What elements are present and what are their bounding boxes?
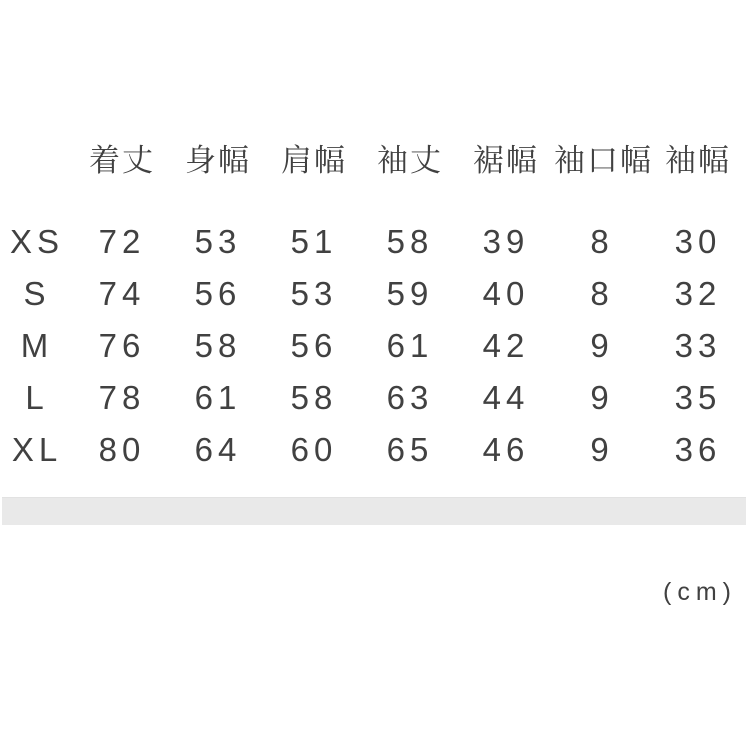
measurement-value: 58 — [290, 378, 338, 416]
table-row — [0, 215, 750, 267]
table-row — [0, 423, 750, 475]
size-label: S — [23, 274, 51, 312]
measurement-value: 36 — [674, 430, 722, 468]
divider-band — [2, 497, 746, 525]
table-row — [0, 319, 750, 371]
measurement-value: 58 — [194, 326, 242, 364]
column-header-sleeve-length: 袖丈 — [377, 142, 443, 178]
size-label: M — [20, 326, 54, 364]
column-header-body-width: 身幅 — [185, 142, 251, 178]
measurement-value: 63 — [386, 378, 434, 416]
measurement-value: 40 — [482, 274, 530, 312]
measurement-value: 56 — [194, 274, 242, 312]
measurement-value: 61 — [194, 378, 242, 416]
table-row — [0, 371, 750, 423]
measurement-value: 65 — [386, 430, 434, 468]
measurement-value: 74 — [98, 274, 146, 312]
measurement-value: 53 — [290, 274, 338, 312]
table-header-row — [0, 132, 750, 188]
column-header-hem-width: 裾幅 — [473, 142, 539, 178]
measurement-value: 9 — [590, 430, 614, 468]
measurement-value: 59 — [386, 274, 434, 312]
measurement-value: 61 — [386, 326, 434, 364]
column-header-sleeve-width: 袖幅 — [665, 142, 731, 178]
measurement-value: 39 — [482, 222, 530, 260]
measurement-value: 9 — [590, 378, 614, 416]
measurement-value: 32 — [674, 274, 722, 312]
measurement-value: 78 — [98, 378, 146, 416]
measurement-value: 44 — [482, 378, 530, 416]
measurement-value: 35 — [674, 378, 722, 416]
size-label: XS — [9, 222, 65, 260]
size-label: L — [25, 378, 49, 416]
measurement-value: 56 — [290, 326, 338, 364]
column-header-body-length: 着丈 — [89, 142, 155, 178]
measurement-value: 72 — [98, 222, 146, 260]
measurement-value: 8 — [590, 222, 614, 260]
measurement-value: 9 — [590, 326, 614, 364]
measurement-value: 60 — [290, 430, 338, 468]
column-header-shoulder-width: 肩幅 — [281, 142, 347, 178]
measurement-value: 58 — [386, 222, 434, 260]
column-header-cuff-width: 袖口幅 — [554, 142, 653, 178]
table-row — [0, 267, 750, 319]
measurement-value: 53 — [194, 222, 242, 260]
size-table — [0, 132, 750, 475]
measurement-value: 8 — [590, 274, 614, 312]
measurement-value: 33 — [674, 326, 722, 364]
measurement-value: 64 — [194, 430, 242, 468]
measurement-value: 80 — [98, 430, 146, 468]
measurement-value: 30 — [674, 222, 722, 260]
unit-label: (cm) — [663, 578, 737, 606]
measurement-value: 76 — [98, 326, 146, 364]
measurement-value: 51 — [290, 222, 338, 260]
measurement-value: 42 — [482, 326, 530, 364]
measurement-value: 46 — [482, 430, 530, 468]
size-label: XL — [11, 430, 63, 468]
